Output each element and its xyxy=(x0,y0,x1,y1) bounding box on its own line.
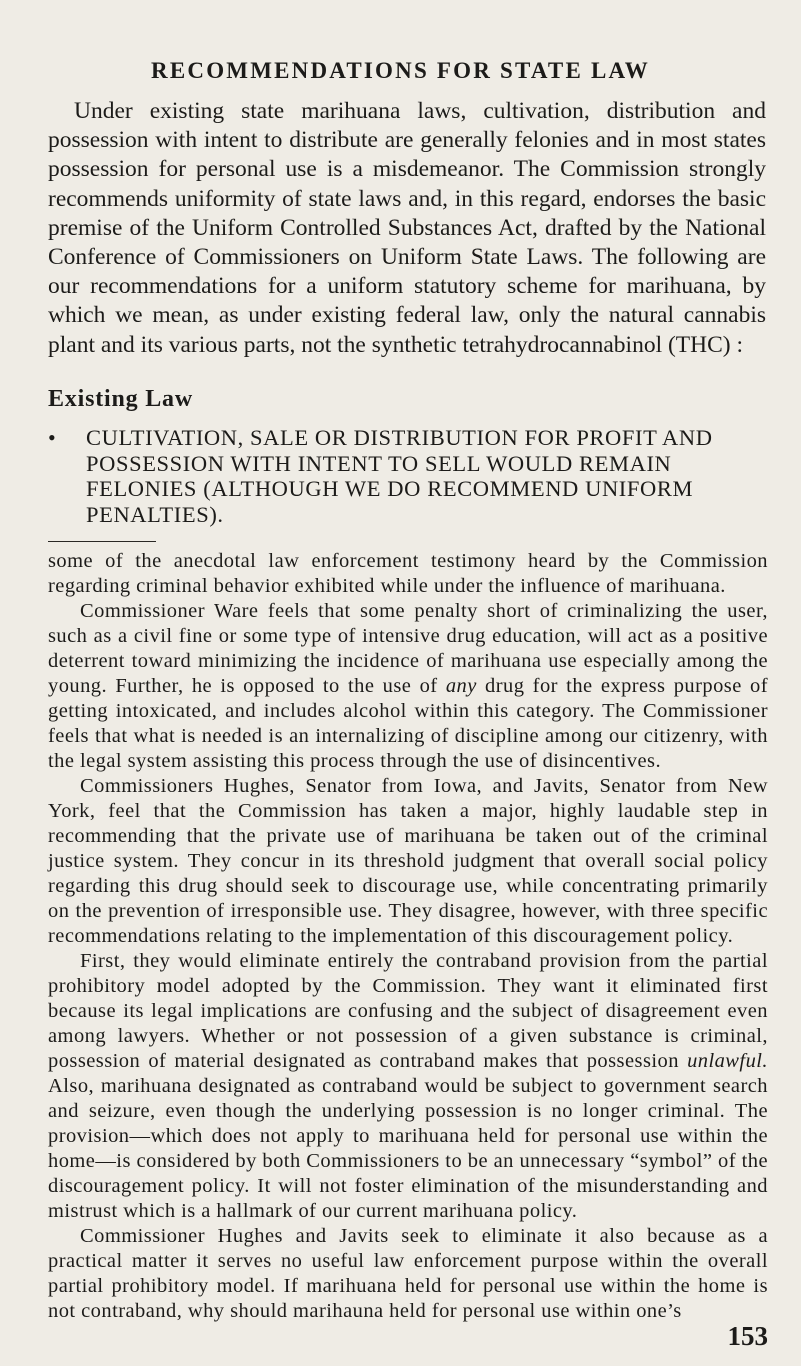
section-heading: RECOMMENDATIONS FOR STATE LAW xyxy=(151,58,650,83)
recommendation-text: CULTIVATION, SALE OR DISTRIBUTION FOR PROFIT AND POSSESSION WITH INTENT TO SELL WOULD REMAIN FELONIES (ALTHOUGH WE DO RECOMMEND UNIFORM PENALTIES). xyxy=(86,425,713,527)
recommendation-list xyxy=(48,425,774,527)
footnote-divider xyxy=(48,541,156,542)
paragraph-ware-text-1: Commissioner Ware feels that some penalty short of criminalizing the user, such as a civil fine or some type of intensive drug education, will act as a positive deterrent toward minimizing the incidence of marihuana use especially among the young. Further, he is opposed to the use of xyxy=(48,600,768,697)
paragraph-hughes-javits: Commissioners Hughes, Senator from Iowa, and Javits, Senator from New York, feel that the Commission has taken a major, highly laudable step in recommending that the private use of marihuana be taken out of the criminal justice system. They concur in its threshold judgment that overall social policy regarding this drug should seek to discourage use, while concentrating primarily on the prevention of irresponsible use. They disagree, however, with three specific recommendations relating to the implementation of this discouragement policy. xyxy=(48,775,768,947)
emphasis-any: any xyxy=(445,675,477,697)
recommendation-item xyxy=(48,425,774,527)
paragraph-ware-text-2: drug for the express purpose of getting intoxicated, and includes alcohol within this category. The Commissioner feels that what is needed is an internalizing of discipline among our citizenry, with the legal system assisting this process through the use of disincentives. xyxy=(48,675,768,772)
body-text xyxy=(48,549,768,1324)
intro-paragraph: Under existing state marihuana laws, cultivation, distribution and possession with intent to distribute are generally felonies and in most states possession for personal use is a misdemeanor. The Commission strongly recommends uniformity of state laws and, in this regard, endorses the basic premise of the Uniform Controlled Substances Act, drafted by the National Conference of Commissioners on Uniform State Laws. The following are our recommendations for a uniform statutory scheme for marihuana, by which we mean, as under existing federal law, only the natural cannabis plant and its various parts, not the synthetic tetrahydrocannabinol (THC) : xyxy=(48,98,766,358)
bullet-icon: • xyxy=(48,425,57,450)
paragraph-first-objection-text-2: Also, marihuana designated as contraband would be subject to government search and seizure, even though the underlying possession is no longer criminal. The provision—which does not apply to marihuana held for personal use within the home—is considered by both Commissioners to be an unnecessary “symbol” of the discouragement policy. It will not foster elimination of the misunderstanding and mistrust which is a hallmark of our current marihuana policy. xyxy=(48,1075,768,1222)
page-number: 153 xyxy=(727,1321,768,1351)
paragraph-practical-matter: Commissioner Hughes and Javits seek to eliminate it also because as a practical matter it serves no useful law enforcement purpose within the overall partial prohibitory model. If marihuana held for personal use within the home is not contraband, why should marihauna held for personal use within one’s xyxy=(48,1225,768,1322)
subheading-existing-law: Existing Law xyxy=(48,386,193,412)
paragraph-first-objection xyxy=(48,949,768,1224)
paragraph-ware xyxy=(48,599,768,774)
paragraph-first-objection-text-1: First, they would eliminate entirely the contraband provision from the partial prohibitory model adopted by the Commission. They want it eliminated first because its legal implications are confusing and the subject of disagreement even among lawyers. Whether or not possession of a given substance is criminal, possession of material designated as contraband makes that possession xyxy=(48,950,768,1072)
paragraph-continuation: some of the anecdotal law enforcement testimony heard by the Commission regarding criminal behavior exhibited while under the influence of marihuana. xyxy=(48,550,768,597)
emphasis-unlawful: unlawful. xyxy=(687,1050,768,1072)
